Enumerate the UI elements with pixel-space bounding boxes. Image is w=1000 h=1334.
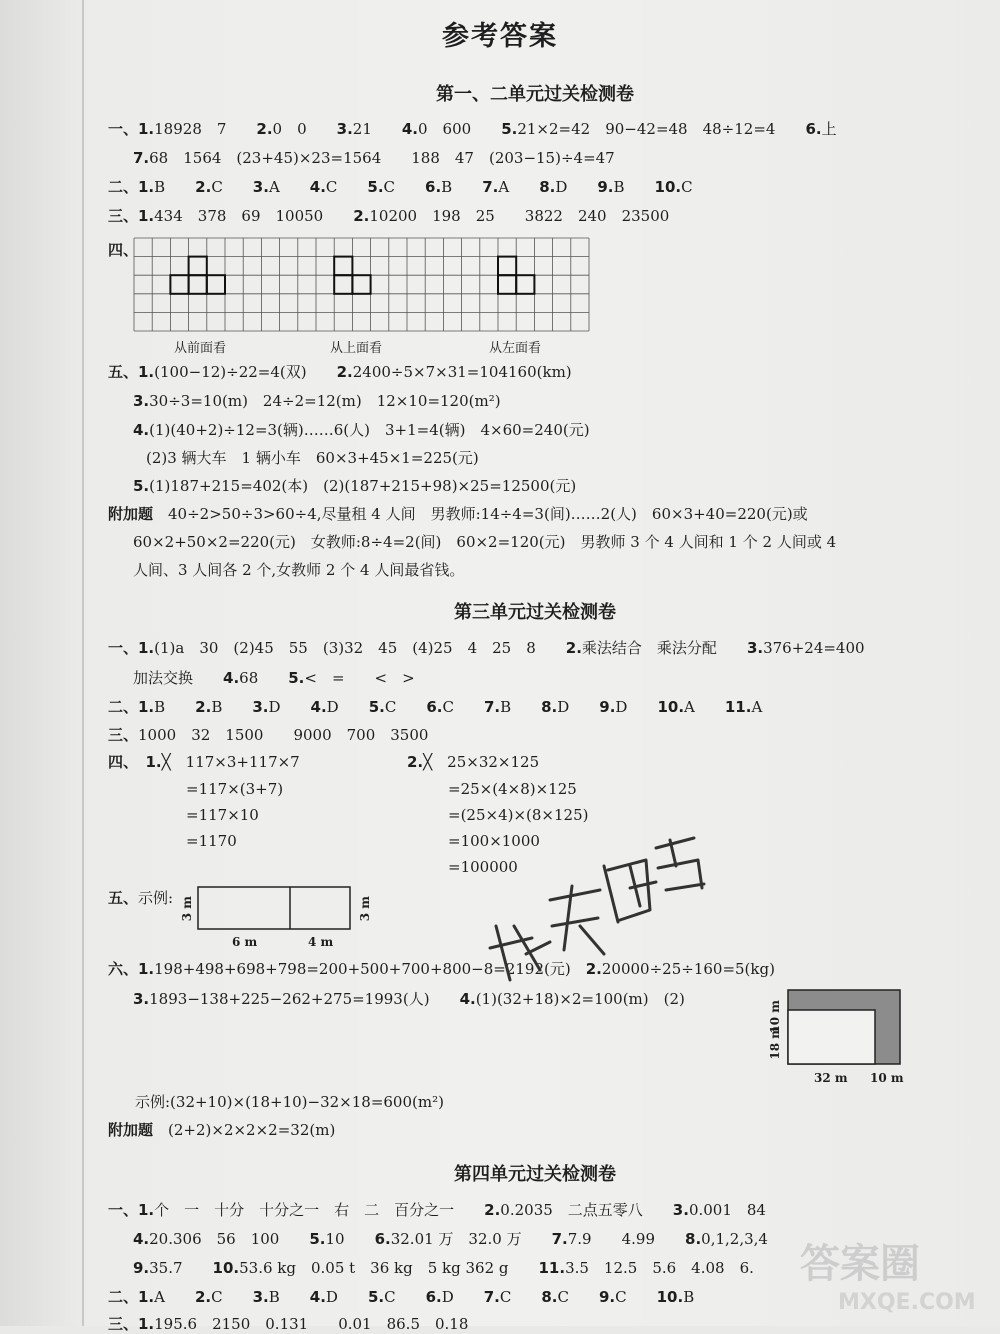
question-number: 一、1.: [108, 120, 155, 138]
answer-line: [108, 1200, 766, 1220]
answer-text: =117×(3+7): [186, 780, 284, 798]
l-shape-side-top-label: 10 m: [768, 1000, 782, 1034]
answer-text: D: [325, 1288, 368, 1306]
answer-text: B: [154, 178, 196, 196]
question-number: 2.: [336, 363, 353, 381]
question-number: 三、1.: [108, 1315, 155, 1333]
answer-line: [108, 888, 173, 908]
question-number: 4.: [310, 698, 327, 716]
answer-line: [108, 119, 837, 139]
answer-text: 35.7: [149, 1259, 213, 1277]
answer-text: 0,1,2,3,4: [701, 1230, 768, 1248]
answer-line: [133, 989, 685, 1009]
rect-height-left-label: 3 m: [180, 896, 194, 922]
answer-text: 加法交换: [133, 669, 224, 687]
question-number: 6.: [425, 178, 442, 196]
three-view-grid: [133, 237, 593, 337]
question-number: 2.: [195, 698, 212, 716]
question-number: 2.: [565, 639, 582, 657]
question-number: 9.: [597, 178, 614, 196]
answer-text: 0 600: [418, 120, 502, 138]
answer-text: =117×10: [186, 806, 259, 824]
question-number: 5.: [133, 477, 150, 495]
question-number: 10.: [656, 1288, 684, 1306]
section-heading-4: 第四单元过关检测卷: [454, 1164, 616, 1185]
l-shape-bottom-right-label: 10 m: [870, 1071, 904, 1085]
answer-line: [448, 779, 577, 799]
answer-text: C: [442, 698, 484, 716]
question-number: 10.: [654, 178, 682, 196]
answer-line: [133, 532, 836, 552]
question-number: 6.: [425, 1288, 442, 1306]
answer-line: [108, 752, 300, 772]
answer-text: 0.001 84: [688, 1201, 766, 1219]
answer-text: 21×2=42 90−42=48 48÷12=4: [517, 120, 806, 138]
view-cell: [189, 257, 207, 276]
rect-height-right-label: 3 m: [358, 896, 372, 922]
answer-text: D: [555, 178, 598, 196]
question-number: 7.: [551, 1230, 568, 1248]
question-number: 4.: [309, 1288, 326, 1306]
question-number: 六、1.: [108, 960, 155, 978]
answer-text: 60×2+50×2=220(元) 女教师:8÷4=2(间) 60×2=120(元) 男教师 3 个 4 人间和 1 个 2 人间或 4: [133, 533, 837, 551]
answer-text: (1)187+215=402(本) (2)(187+215+98)×25=12500(元): [149, 477, 577, 495]
handwriting-scribble: [480, 830, 710, 990]
answer-text: D: [441, 1288, 484, 1306]
question-number: 2.: [353, 207, 370, 225]
question-number: 6.: [426, 698, 443, 716]
question-number: 5.: [367, 178, 384, 196]
question-number: 7.: [133, 149, 150, 167]
answer-text: 上: [821, 120, 837, 138]
question-number: 3.: [133, 392, 150, 410]
answer-text: C: [383, 178, 426, 196]
question-number: 3.: [672, 1201, 689, 1219]
answer-line: [186, 779, 283, 799]
answer-text: 示例:(32+10)×(18+10)−32×18=600(m²): [135, 1093, 444, 1111]
answer-text: 乘法结合 乘法分配: [581, 639, 747, 657]
watermark-url: MXQE.COM: [838, 1290, 976, 1315]
caption-left-view: 从左面看: [489, 341, 542, 356]
answer-text: < = < >: [304, 669, 415, 687]
answer-line: [133, 1229, 768, 1249]
answer-text: C: [681, 178, 693, 196]
l-shape-diagram: [786, 988, 904, 1068]
caption-front-view: 从前面看: [174, 341, 227, 356]
view-cell: [334, 275, 352, 294]
answer-text: (2)3 辆大车 1 辆小车 60×3+45×1=225(元): [146, 449, 479, 467]
question-number: 8.: [685, 1230, 702, 1248]
answer-text: D: [326, 698, 369, 716]
answer-text: 53.6 kg 0.05 t 36 kg 5 kg 362 g: [239, 1259, 539, 1277]
rect-width-right-label: 4 m: [308, 935, 334, 949]
question-number: 附加题: [108, 505, 154, 523]
answer-line: [407, 752, 539, 772]
answer-line: [135, 1092, 444, 1112]
question-number: 四、: [108, 241, 139, 259]
question-number: 二、1.: [108, 178, 155, 196]
question-number: 4.: [309, 178, 326, 196]
answer-line: [133, 420, 590, 440]
answer-text: 32.01 万 32.0 万: [390, 1230, 552, 1248]
question-number: 三、: [108, 726, 139, 744]
l-shape-bottom-left-label: 32 m: [814, 1071, 848, 1085]
answer-text: 376+24=400: [763, 639, 865, 657]
answer-text: (100−12)÷22=4(双): [154, 363, 337, 381]
page-title: 参考答案: [442, 21, 558, 52]
caption-top-view: 从上面看: [330, 341, 383, 356]
view-cell: [516, 275, 534, 294]
view-cell: [498, 275, 516, 294]
question-number: 5.: [368, 698, 385, 716]
question-number: 3.: [252, 1288, 269, 1306]
answer-text: C: [325, 178, 368, 196]
answer-text: 1893−138+225−262+275=1993(人): [149, 990, 460, 1008]
answer-text: 7.9 4.99: [567, 1230, 686, 1248]
answer-text: C: [211, 1288, 253, 1306]
answer-line: [133, 476, 576, 496]
answer-text: 68 1564 (23+45)×23=1564 188 47 (203−15)÷4=47: [149, 149, 615, 167]
question-number: 二、1.: [108, 1288, 155, 1306]
question-number: 2.: [256, 120, 273, 138]
answer-text: A: [684, 698, 725, 716]
answer-text: B: [613, 178, 655, 196]
question-number: 五、1.: [108, 363, 155, 381]
answer-line: [186, 805, 259, 825]
answer-text: (1)a 30 (2)45 55 (3)32 45 (4)25 4 25 8: [154, 639, 566, 657]
answer-text: C: [211, 178, 253, 196]
answer-text: C: [384, 1288, 426, 1306]
question-number: 4.: [223, 669, 240, 687]
answer-text: 个 一 十分 十分之一 右 二 百分之一: [154, 1201, 485, 1219]
answer-line: [108, 177, 693, 197]
question-number: 4.: [401, 120, 419, 138]
answer-line: [133, 560, 464, 580]
view-cell: [189, 275, 207, 294]
question-number: 4.: [133, 421, 150, 439]
answer-text: =1170: [186, 832, 237, 850]
answer-text: D: [615, 698, 658, 716]
question-number: 5.: [288, 669, 305, 687]
view-cell: [498, 257, 516, 276]
answer-line: [133, 391, 501, 411]
answer-line: [133, 148, 615, 168]
question-number: 3.: [133, 990, 150, 1008]
answer-line: [133, 668, 415, 688]
answer-text: 30÷3=10(m) 24÷2=12(m) 12×10=120(m²): [149, 392, 501, 410]
answer-text: B: [154, 698, 196, 716]
question-number: 一、1.: [108, 639, 155, 657]
question-number: 5.: [501, 120, 518, 138]
answer-text: =100000: [448, 858, 518, 876]
question-number: 2.: [407, 753, 424, 771]
question-number: 3.: [252, 178, 269, 196]
answer-text: C: [499, 1288, 542, 1306]
answer-text: 434 378 69 10050: [154, 207, 354, 225]
question-number: 2.: [195, 178, 212, 196]
answer-line: [448, 805, 589, 825]
question-number: 3.: [336, 120, 353, 138]
question-number: 四、 1.: [108, 753, 162, 771]
section-heading-1-2: 第一、二单元过关检测卷: [436, 84, 634, 105]
question-number: 2.: [194, 1288, 212, 1306]
answer-line: [133, 1258, 754, 1278]
answer-text: B: [268, 1288, 310, 1306]
answer-text: ╳ 117×3+117×7: [161, 753, 300, 771]
question-number: 11.: [724, 698, 752, 716]
question-number: 附加题: [108, 1121, 154, 1139]
answer-text: =25×(4×8)×125: [448, 780, 577, 798]
question-number: 3.: [252, 698, 269, 716]
answer-line: [108, 1314, 468, 1334]
answer-text: 68: [239, 669, 289, 687]
question-number: 2.: [585, 960, 602, 978]
answer-line: [108, 1120, 335, 1140]
question-number: 7.: [483, 698, 501, 716]
watermark-logo: 答案圈: [800, 1241, 920, 1287]
answer-text: B: [683, 1288, 695, 1306]
view-cell: [207, 275, 225, 294]
answer-text: 2400÷5×7×31=104160(km): [352, 363, 572, 381]
question-number: 9.: [133, 1259, 150, 1277]
question-number: 一、1.: [108, 1201, 155, 1219]
answer-text: C: [557, 1288, 599, 1306]
answer-text: ╳ 25×32×125: [423, 753, 540, 771]
page-fold: [82, 0, 84, 1326]
answer-text: 20.306 56 100: [149, 1230, 310, 1248]
grid-drawing: [133, 237, 593, 333]
question-number: 8.: [541, 1288, 558, 1306]
answer-text: (1)(32+18)×2=100(m) (2): [475, 990, 685, 1008]
view-cell: [170, 275, 188, 294]
question-number: 五、: [108, 889, 139, 907]
answer-text: 18928 7: [154, 120, 257, 138]
answer-line: [108, 206, 669, 226]
question-number: 8.: [539, 178, 556, 196]
question-number: 9.: [599, 1288, 616, 1306]
question-number: 11.: [538, 1259, 566, 1277]
answer-line: [108, 1287, 694, 1307]
answer-text: A: [268, 178, 310, 196]
answer-text: D: [268, 698, 311, 716]
answer-text: 40÷2>50÷3>60÷4,尽量租 4 人间 男教师:14÷4=3(间)……2(人) 60×3+40=220(元)或: [153, 505, 808, 523]
question-number: 6.: [374, 1230, 391, 1248]
answer-line: [108, 504, 808, 524]
question-number: 3.: [746, 639, 764, 657]
question-number: 10.: [657, 698, 685, 716]
answer-text: (1)(40+2)÷12=3(辆)……6(人) 3+1=4(辆) 4×60=240(元): [149, 421, 590, 439]
rectangle-example: [196, 886, 356, 932]
answer-text: C: [615, 1288, 657, 1306]
question-number: 8.: [541, 698, 558, 716]
question-number: 6.: [805, 120, 822, 138]
answer-text: D: [557, 698, 600, 716]
view-cell: [334, 257, 352, 276]
answer-text: 3.5 12.5 5.6 4.08 6.: [565, 1259, 754, 1277]
answer-text: 10200 198 25 3822 240 23500: [369, 207, 670, 225]
l-shape-side-bottom-label: 18 m: [768, 1026, 782, 1060]
answer-text: 1000 32 1500 9000 700 3500: [138, 726, 429, 744]
question-number: 二、1.: [108, 698, 155, 716]
answer-line: [108, 725, 428, 745]
answer-text: A: [751, 698, 763, 716]
question-number: 5.: [367, 1288, 385, 1306]
answer-line: [108, 638, 865, 658]
answer-text: C: [384, 698, 427, 716]
question-number: 10.: [212, 1259, 240, 1277]
answer-text: B: [500, 698, 542, 716]
answer-text: 示例:: [138, 889, 174, 907]
answer-text: =100×1000: [448, 832, 540, 850]
answer-text: A: [498, 178, 540, 196]
answer-line: [108, 362, 572, 382]
question-number: 三、1.: [108, 207, 155, 225]
answer-text: 人间、3 人间各 2 个,女教师 2 个 4 人间最省钱。: [133, 561, 465, 579]
answer-text: 0 0: [272, 120, 337, 138]
answer-text: 198+498+698+798=200+500+700+800−8=2192(元): [154, 960, 586, 978]
answer-text: 10: [325, 1230, 375, 1248]
answer-line: [146, 448, 479, 468]
question-number: 2.: [484, 1201, 501, 1219]
question-number: 7.: [483, 1288, 500, 1306]
answer-text: =(25×4)×(8×125): [448, 806, 589, 824]
question-number: 4.: [133, 1230, 150, 1248]
answer-line: [186, 831, 237, 851]
answer-text: 195.6 2150 0.131 0.01 86.5 0.18: [154, 1315, 469, 1333]
answer-text: B: [211, 698, 253, 716]
question-number: 4.: [459, 990, 476, 1008]
answer-text: B: [441, 178, 483, 196]
answer-text: 0.2035 二点五零八: [500, 1201, 673, 1219]
question-number: 5.: [309, 1230, 326, 1248]
question-number: 7.: [482, 178, 499, 196]
answer-text: A: [154, 1288, 195, 1306]
view-cell: [352, 275, 370, 294]
section-heading-3: 第三单元过关检测卷: [454, 602, 616, 623]
answer-text: 20000÷25÷160=5(kg): [601, 960, 775, 978]
answer-text: 21: [352, 120, 402, 138]
rect-width-left-label: 6 m: [232, 935, 258, 949]
answer-text: (2+2)×2×2×2=32(m): [153, 1121, 336, 1139]
question-number: 9.: [599, 698, 616, 716]
answer-line: [108, 697, 762, 717]
